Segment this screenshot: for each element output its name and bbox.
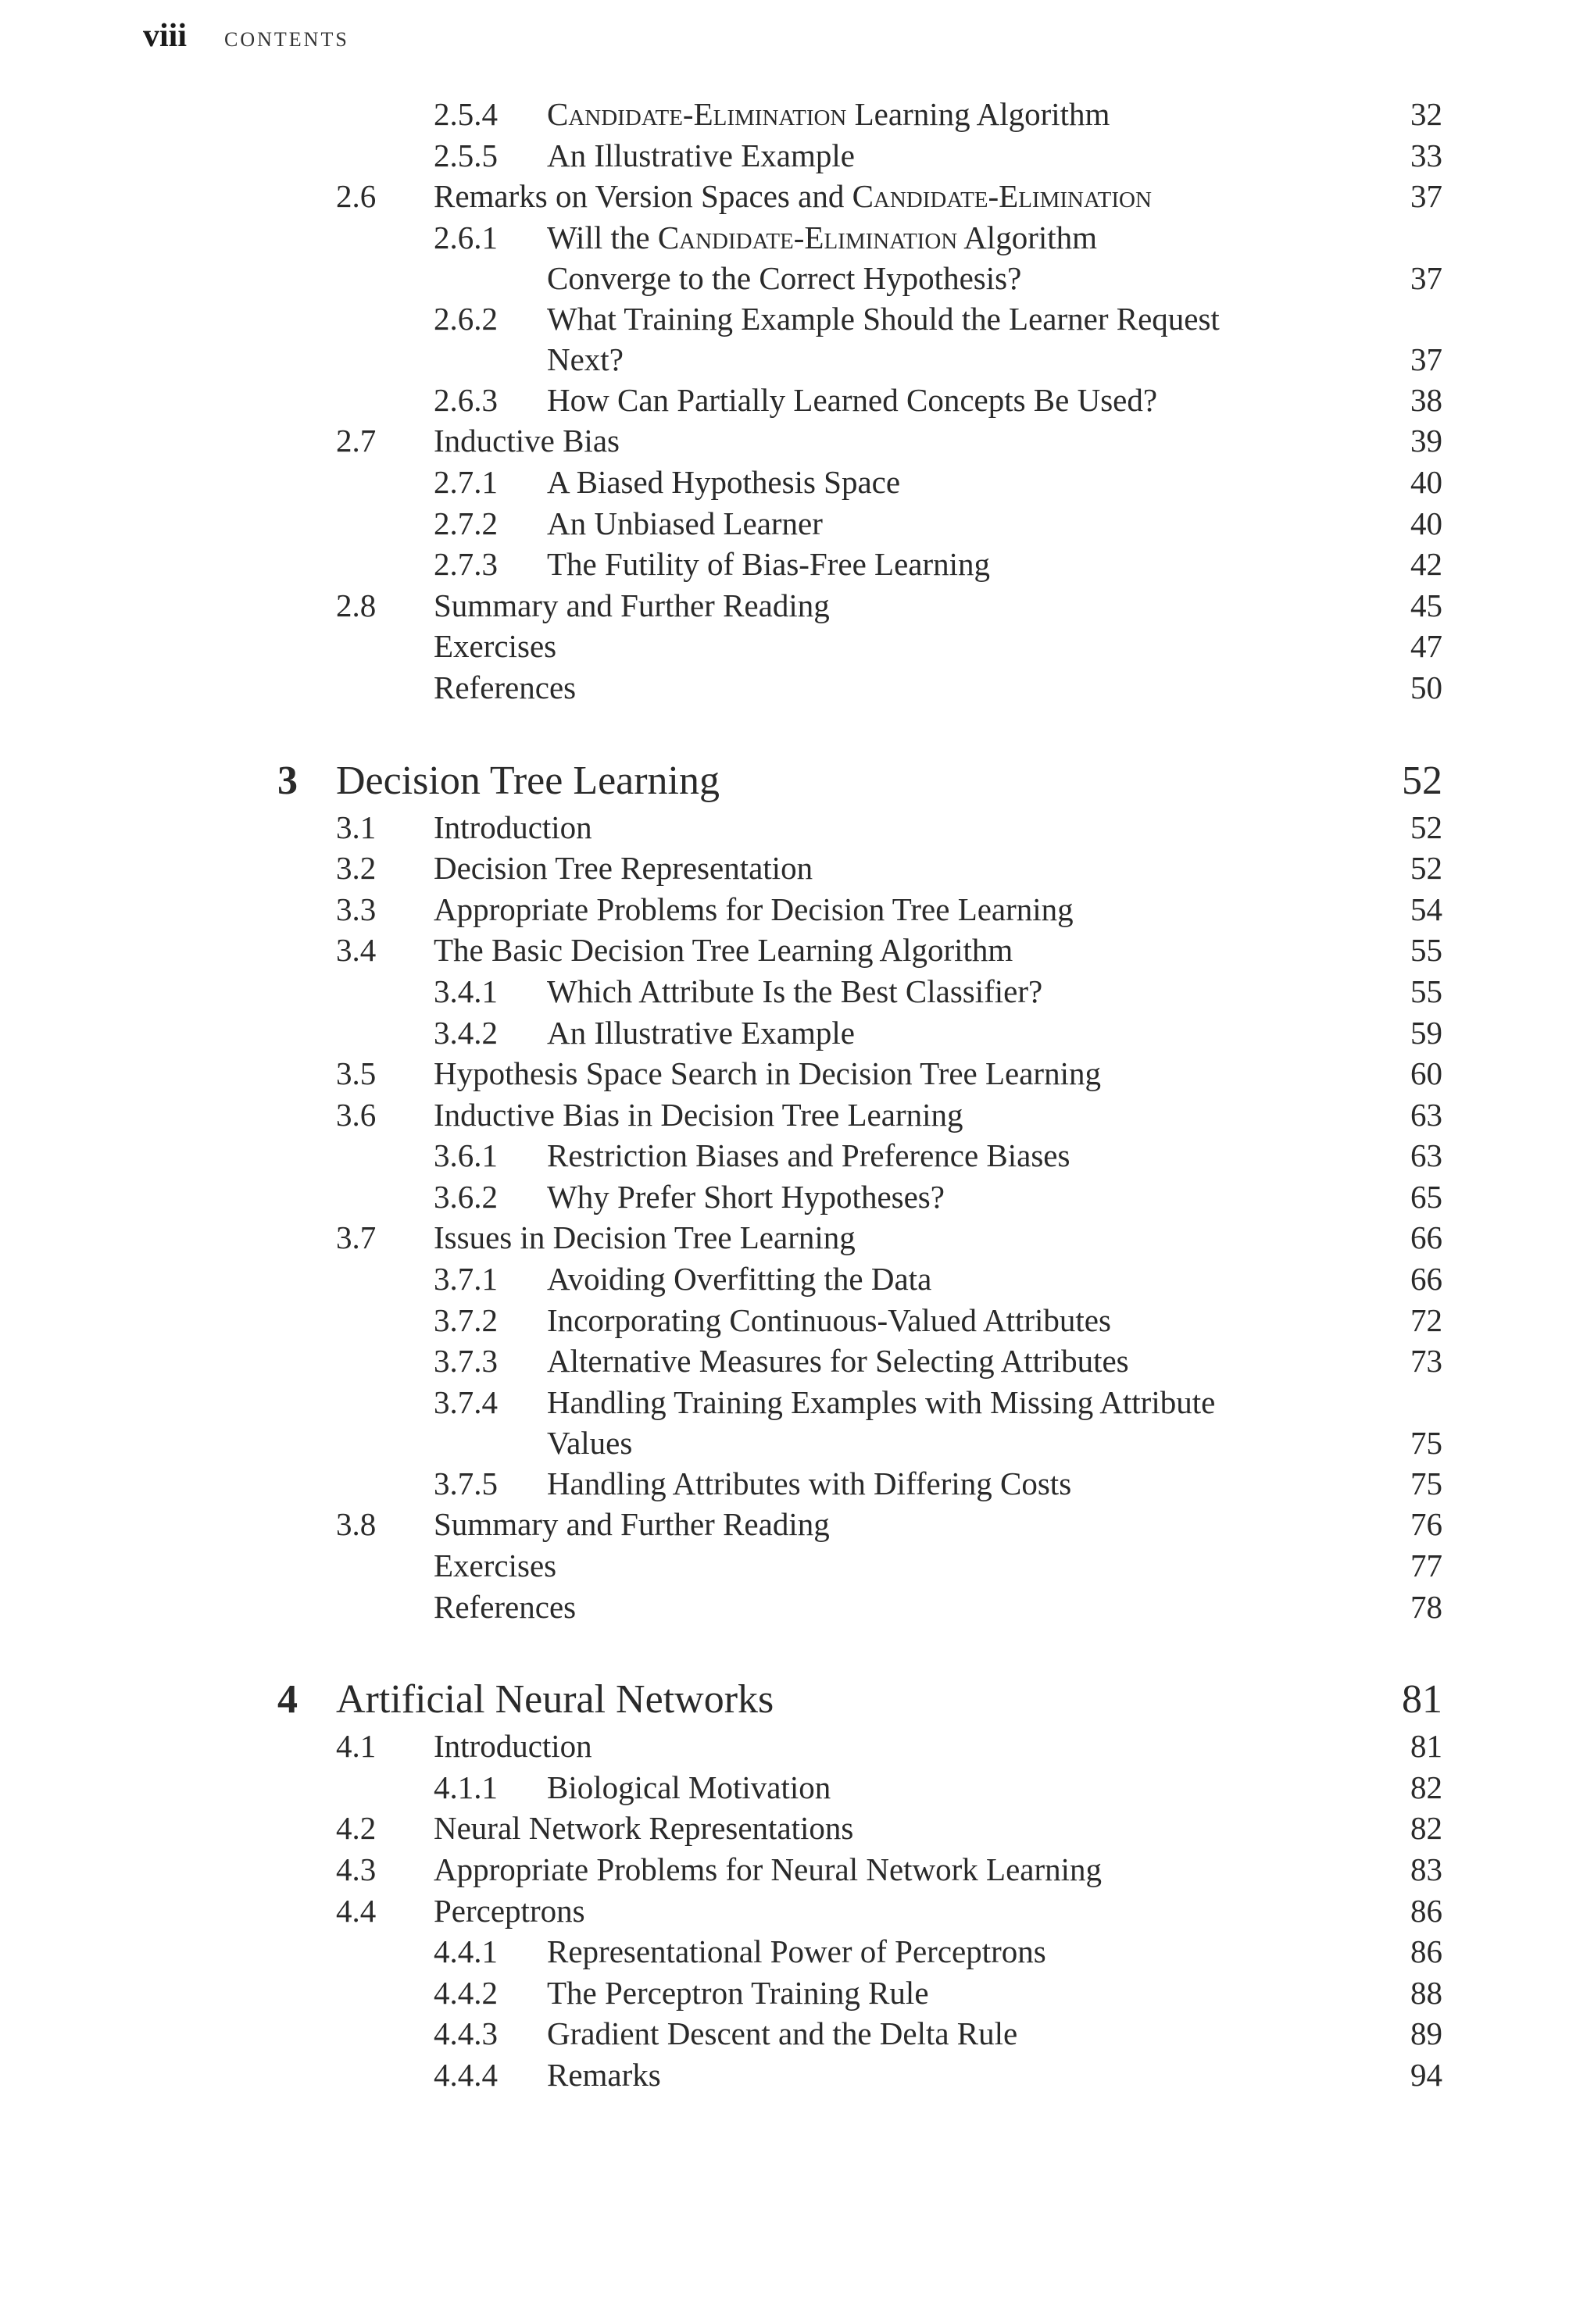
toc-entry <box>0 1176 1569 1218</box>
toc-section-title <box>547 1300 1111 1340</box>
toc-section-title <box>434 1849 1102 1890</box>
toc-entry <box>0 626 1569 667</box>
toc-entry <box>0 1094 1569 1136</box>
toc-section-number: 4.4.4 <box>434 2056 498 2093</box>
toc-chapter <box>0 755 1569 807</box>
toc-title-line: Inductive Bias in Decision Tree Learning <box>434 1096 963 1133</box>
toc-section-title <box>547 1972 929 2013</box>
toc-page-number: 38 <box>1410 381 1442 418</box>
toc-entry <box>0 1463 1569 1505</box>
toc-page-number: 54 <box>1410 891 1442 927</box>
toc-section-number: 3.1 <box>336 809 377 845</box>
toc-page-number: 32 <box>1410 96 1442 132</box>
toc-title-line: Will the Candidate-Elimination Algorithm <box>547 219 1098 255</box>
toc-entry <box>0 807 1569 848</box>
toc-entry <box>0 889 1569 930</box>
toc-title-line: Alternative Measures for Selecting Attributes <box>547 1343 1129 1380</box>
running-title: CONTENTS <box>224 28 349 51</box>
page-header <box>143 17 349 55</box>
toc-entry <box>0 1217 1569 1258</box>
toc-section-number: 2.8 <box>336 587 377 623</box>
toc-section-title <box>434 848 813 888</box>
toc-section-number: 3.6.2 <box>434 1178 498 1215</box>
toc-title-line: Summary and Further Reading <box>434 587 830 623</box>
toc-page-number: 72 <box>1410 1301 1442 1338</box>
toc-entry <box>0 1767 1569 1808</box>
toc-section-number: 4.1 <box>336 1728 377 1765</box>
toc-page-number: 88 <box>1410 1974 1442 2011</box>
toc-section-number: 2.7.2 <box>434 505 498 541</box>
toc-title-line: An Illustrative Example <box>547 1014 855 1051</box>
toc-section-number: 3.4.1 <box>434 973 498 1009</box>
toc-entry <box>0 380 1569 421</box>
toc-page-number: 78 <box>1410 1588 1442 1625</box>
toc-section-title <box>547 135 855 176</box>
toc-section-number: 3.4.2 <box>434 1014 498 1051</box>
toc-section-title <box>434 626 556 666</box>
toc-entry <box>0 1300 1569 1341</box>
toc-title-line-continued: Next? <box>547 341 624 377</box>
toc-section-title <box>434 176 1152 216</box>
toc-section-title <box>434 1808 853 1848</box>
toc-title-line: References <box>434 669 577 705</box>
toc-page-number: 52 <box>1410 850 1442 887</box>
toc-title-line: Appropriate Problems for Neural Network Learning <box>434 1851 1103 1887</box>
toc-section-title <box>547 544 990 584</box>
toc-section-title <box>434 1094 963 1135</box>
toc-title-line: Exercises <box>434 1548 557 1584</box>
toc-title-line: How Can Partially Learned Concepts Be Used? <box>547 381 1158 418</box>
toc-entry <box>0 420 1569 462</box>
toc-section-number: 3.2 <box>336 850 377 887</box>
toc-section-title <box>547 462 900 502</box>
toc-page-number: 65 <box>1410 1178 1442 1215</box>
toc-title-line: Decision Tree Representation <box>434 850 813 887</box>
toc-entry <box>0 1931 1569 1972</box>
toc-entry <box>0 1972 1569 2014</box>
toc-section-title <box>434 420 620 461</box>
toc-title-line: Gradient Descent and the Delta Rule <box>547 2015 1018 2052</box>
toc-page-number: 45 <box>1410 587 1442 623</box>
toc-page-number: 82 <box>1410 1769 1442 1805</box>
toc-title-line: References <box>434 1588 577 1625</box>
toc-section-title <box>434 1504 830 1544</box>
toc-section-number: 2.5.4 <box>434 96 498 132</box>
toc-page-number: 52 <box>1410 809 1442 845</box>
toc-section-number: 4.3 <box>336 1851 377 1887</box>
toc-page-number: 81 <box>1402 1677 1442 1722</box>
toc-title-line: Neural Network Representations <box>434 1810 854 1847</box>
toc-section-title <box>547 2013 1017 2054</box>
toc-entry <box>0 94 1569 135</box>
toc-title-line: The Basic Decision Tree Learning Algorithm <box>434 932 1013 969</box>
toc-page-number: 63 <box>1410 1137 1442 1174</box>
toc-entry <box>0 462 1569 503</box>
toc-page-number: 37 <box>1410 341 1442 377</box>
toc-section-number: 3.7.3 <box>434 1343 498 1380</box>
toc-section-number: 4.4.1 <box>434 1933 498 1970</box>
toc-section-number: 3.7.5 <box>434 1465 498 1501</box>
toc-section-number: 3.8 <box>336 1506 377 1543</box>
toc-entry <box>0 1849 1569 1890</box>
toc-title-line: Hypothesis Space Search in Decision Tree Learning <box>434 1055 1101 1092</box>
toc-section-number: 3.6.1 <box>434 1137 498 1174</box>
toc-section-number: 3.6 <box>336 1096 377 1133</box>
toc-section-number: 2.7.3 <box>434 546 498 583</box>
toc-page-number: 60 <box>1410 1055 1442 1092</box>
toc-title-line: Remarks <box>547 2056 661 2093</box>
toc-section-title <box>434 1890 585 1931</box>
toc-section-title <box>547 1135 1070 1176</box>
toc-section-number: 4.4.3 <box>434 2015 498 2052</box>
toc-title-line: Handling Attributes with Differing Costs <box>547 1465 1072 1501</box>
toc-section-title <box>547 503 823 544</box>
toc-page-number: 42 <box>1410 546 1442 583</box>
toc-entry <box>0 1726 1569 1767</box>
toc-page-number: 47 <box>1410 628 1442 665</box>
toc-title-line: Restriction Biases and Preference Biases <box>547 1137 1070 1174</box>
toc-section-title <box>434 889 1074 930</box>
toc-entry <box>0 971 1569 1012</box>
toc-section-title <box>434 585 830 626</box>
toc-title-line: Introduction <box>434 809 592 845</box>
toc-page-number: 40 <box>1410 463 1442 500</box>
toc-section-number: 4.1.1 <box>434 1769 498 1805</box>
toc-page-number: 75 <box>1410 1465 1442 1501</box>
toc-entry <box>0 544 1569 585</box>
toc-entry <box>0 176 1569 217</box>
toc-page-number: 50 <box>1410 669 1442 705</box>
toc-section-number: 2.6.1 <box>434 219 498 255</box>
toc-section-title <box>434 1726 592 1766</box>
toc-page-number: 39 <box>1410 423 1442 459</box>
toc-title-line: Appropriate Problems for Decision Tree Learning <box>434 891 1074 927</box>
page-number: viii <box>143 18 188 54</box>
toc-page-number: 63 <box>1410 1096 1442 1133</box>
toc-section-number: 3.7 <box>336 1219 377 1256</box>
toc-section-number: 2.6.2 <box>434 300 498 337</box>
toc-page-number: 52 <box>1402 758 1442 803</box>
toc-title-line: What Training Example Should the Learner Request <box>547 300 1220 337</box>
toc-section-title <box>547 298 1220 380</box>
toc-page-number: 59 <box>1410 1014 1442 1051</box>
toc-section-title <box>547 380 1157 420</box>
toc-title-line: An Illustrative Example <box>547 137 855 173</box>
toc-page-number: 55 <box>1410 973 1442 1009</box>
toc-page-number: 77 <box>1410 1548 1442 1584</box>
toc-entry <box>0 1808 1569 1849</box>
toc-title-line: The Futility of Bias-Free Learning <box>547 546 991 583</box>
toc-entry <box>0 1053 1569 1094</box>
toc-page-number: 86 <box>1410 1933 1442 1970</box>
toc-page-number: 86 <box>1410 1892 1442 1929</box>
toc-title-line: Exercises <box>434 628 557 665</box>
toc-title-line: Biological Motivation <box>547 1769 831 1805</box>
toc-entry <box>0 1258 1569 1300</box>
toc-entry <box>0 667 1569 709</box>
toc-section-title <box>547 1463 1071 1504</box>
toc-page-number: 73 <box>1410 1343 1442 1380</box>
toc-title-line: The Perceptron Training Rule <box>547 1974 929 2011</box>
toc-entry <box>0 1545 1569 1587</box>
toc-section-title <box>547 1258 931 1299</box>
toc-title-line: Why Prefer Short Hypotheses? <box>547 1178 945 1215</box>
toc-title-line: Remarks on Version Spaces and Candidate-Elimination <box>434 178 1152 215</box>
toc-title-line-continued: Converge to the Correct Hypothesis? <box>547 259 1022 296</box>
toc-section-number: 2.7.1 <box>434 463 498 500</box>
toc-page-number: 83 <box>1410 1851 1442 1887</box>
toc-section-number: 4.4 <box>336 1892 377 1929</box>
toc-section-title <box>547 971 1042 1012</box>
toc-section-title <box>547 1767 831 1808</box>
toc-title-line-continued: Values <box>547 1424 633 1461</box>
toc-section-number: 2.6 <box>336 178 377 215</box>
toc-section-number: 3.4 <box>336 932 377 969</box>
toc-title-line: Introduction <box>434 1728 592 1765</box>
toc-entry <box>0 930 1569 971</box>
toc-section-title <box>336 755 720 807</box>
toc-section-title <box>434 1545 556 1586</box>
toc-title-line: Decision Tree Learning <box>336 758 720 803</box>
toc-title-line: Inductive Bias <box>434 423 620 459</box>
toc-title-line: Issues in Decision Tree Learning <box>434 1219 856 1256</box>
table-of-contents <box>0 94 1569 2096</box>
toc-section-title <box>547 1931 1046 1972</box>
toc-page-number: 89 <box>1410 2015 1442 2052</box>
toc-page-number: 94 <box>1410 2056 1442 2093</box>
toc-title-line: Which Attribute Is the Best Classifier? <box>547 973 1043 1009</box>
toc-entry <box>0 848 1569 889</box>
toc-page-number: 76 <box>1410 1506 1442 1543</box>
toc-title-line: An Unbiased Learner <box>547 505 823 541</box>
toc-section-number: 3.7.1 <box>434 1261 498 1298</box>
toc-page-number: 66 <box>1410 1219 1442 1256</box>
toc-entry <box>0 503 1569 544</box>
toc-page-number: 33 <box>1410 137 1442 173</box>
toc-section-title <box>336 1674 774 1726</box>
toc-page-number: 82 <box>1410 1810 1442 1847</box>
toc-section-title <box>547 2054 661 2095</box>
toc-section-title <box>434 667 576 708</box>
toc-entry <box>0 2013 1569 2054</box>
toc-title-line: Perceptrons <box>434 1892 585 1929</box>
toc-section-title <box>547 94 1110 134</box>
toc-title-line: A Biased Hypothesis Space <box>547 463 901 500</box>
toc-entry <box>0 1890 1569 1932</box>
toc-section-title <box>547 1340 1129 1381</box>
toc-title-line: Avoiding Overfitting the Data <box>547 1261 932 1298</box>
toc-page-number: 40 <box>1410 505 1442 541</box>
toc-section-number: 2.5.5 <box>434 137 498 173</box>
toc-page-number: 55 <box>1410 932 1442 969</box>
toc-section-number: 2.6.3 <box>434 381 498 418</box>
toc-section-number: 4.4.2 <box>434 1974 498 2011</box>
toc-section-title <box>434 1217 856 1258</box>
toc-title-line: Representational Power of Perceptrons <box>547 1933 1046 1970</box>
toc-section-number: 3.7.4 <box>434 1383 498 1420</box>
toc-section-title <box>547 217 1097 298</box>
toc-entry <box>0 1135 1569 1176</box>
toc-section-title <box>547 1382 1215 1463</box>
toc-entry <box>0 1382 1569 1463</box>
toc-section-number: 3.5 <box>336 1055 377 1092</box>
toc-entry <box>0 217 1569 298</box>
toc-entry <box>0 135 1569 177</box>
toc-section-title <box>434 807 592 848</box>
toc-section-number: 4 <box>277 1677 298 1722</box>
toc-page-number: 75 <box>1410 1424 1442 1461</box>
toc-title-line: Summary and Further Reading <box>434 1506 830 1543</box>
toc-entry <box>0 585 1569 627</box>
toc-section-number: 4.2 <box>336 1810 377 1847</box>
toc-entry <box>0 298 1569 380</box>
toc-title-line: Handling Training Examples with Missing Attribute <box>547 1383 1216 1420</box>
toc-chapter <box>0 1674 1569 1726</box>
toc-title-line: Candidate-Elimination Learning Algorithm <box>547 96 1110 132</box>
toc-section-number: 3.7.2 <box>434 1301 498 1338</box>
toc-section-title <box>547 1012 855 1053</box>
toc-section-number: 3.3 <box>336 891 377 927</box>
toc-section-title <box>434 1053 1101 1094</box>
toc-section-number: 3 <box>277 758 298 803</box>
toc-entry <box>0 1340 1569 1382</box>
toc-page-number: 81 <box>1410 1728 1442 1765</box>
toc-section-title <box>434 1587 576 1627</box>
toc-entry <box>0 2054 1569 2096</box>
toc-title-line: Incorporating Continuous-Valued Attributes <box>547 1301 1111 1338</box>
toc-section-title <box>547 1176 945 1217</box>
toc-title-line: Artificial Neural Networks <box>336 1677 774 1722</box>
toc-section-title <box>434 930 1013 970</box>
toc-entry <box>0 1012 1569 1054</box>
toc-section-number: 2.7 <box>336 423 377 459</box>
toc-page-number: 37 <box>1410 178 1442 215</box>
toc-page-number: 66 <box>1410 1261 1442 1298</box>
toc-entry <box>0 1587 1569 1628</box>
toc-entry <box>0 1504 1569 1545</box>
toc-page-number: 37 <box>1410 259 1442 296</box>
